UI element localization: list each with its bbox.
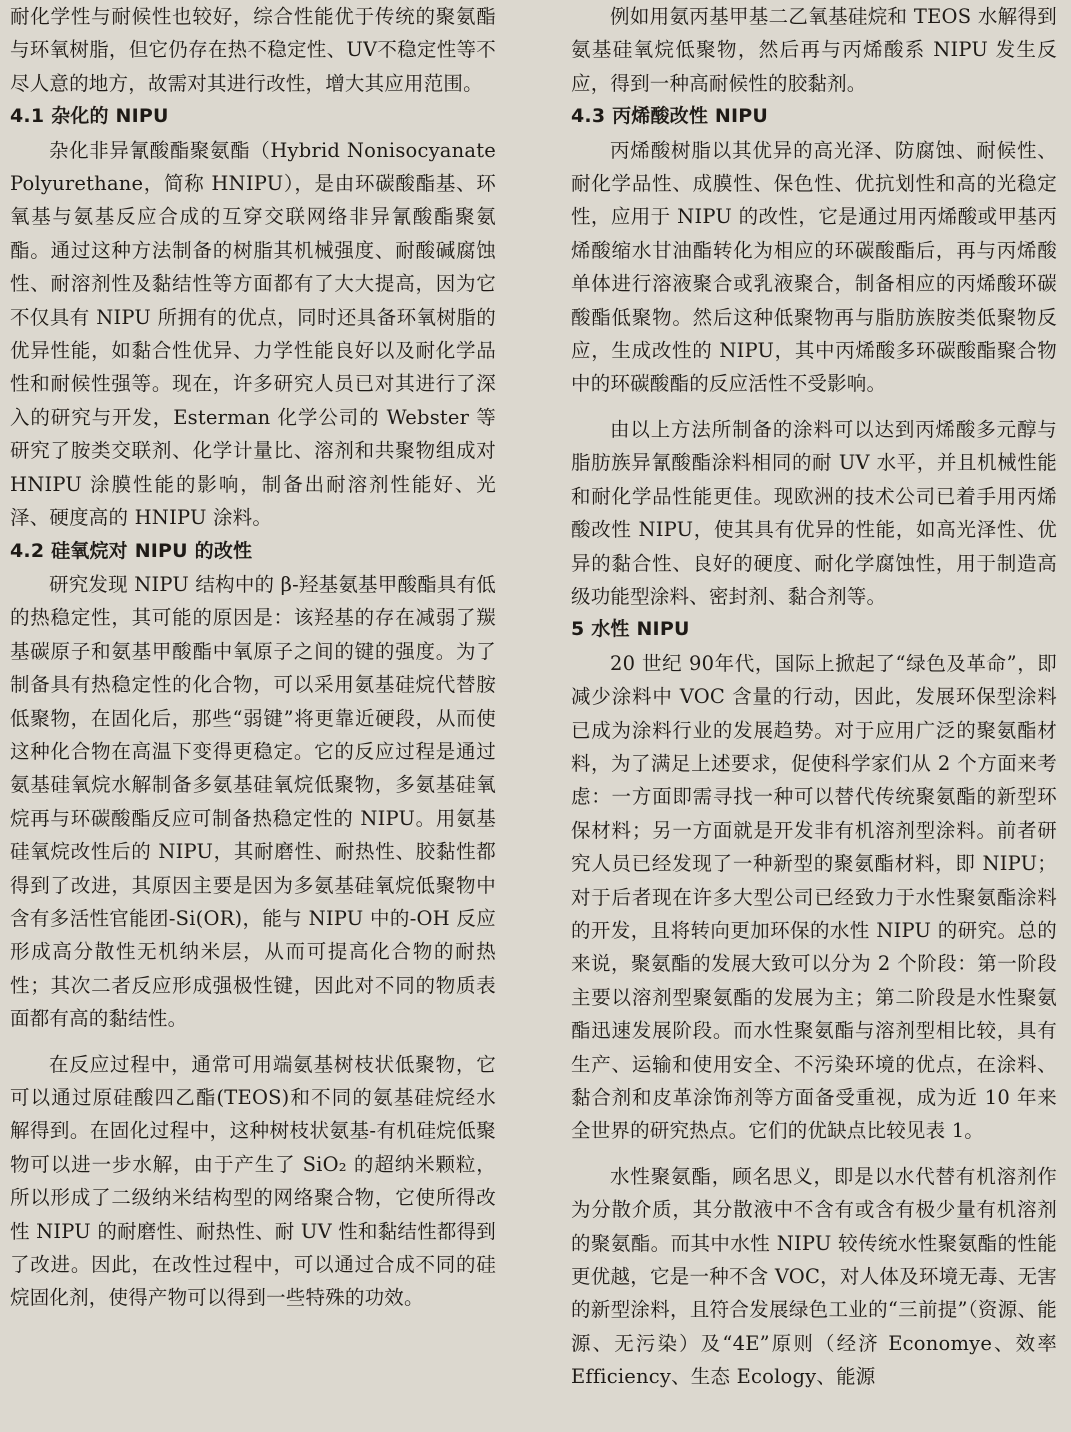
paragraph: 杂化非异氰酸酯聚氨酯（Hybrid Nonisocyanate Polyurethane，简称 HNIPU），是由环碳酸酯基、环氧基与氨基反应合成的互穿交联网络非异氰酸酯聚氨酯。通过这种方法制备的树脂其机械强度、耐酸碱腐蚀性、耐溶剂性及黏结性等方面都有了大大提高，因为它不仅具有 NIPU 所拥有的优点，同时还具备环氧树脂的优异性能，如黏合性优异、力学性能良好以及耐化学品性和耐候性强等。现在，许多研究人员已对其进行了深入的研究与开发，Esterman 化学公司的 Webster 等研究了胺类交联剂、化学计量比、溶剂和共聚物组成对 HNIPU 涂膜性能的影响，制备出耐溶剂性能好、光泽、硬度高的 HNIPU 涂料。 bbox=[10, 138, 496, 530]
paragraph: 耐化学性与耐候性也较好，综合性能优于传统的聚氨酯与环氧树脂，但它仍存在热不稳定性、UV不稳定性等不尽人意的地方，故需对其进行改性，增大其应用范围。 bbox=[10, 5, 496, 95]
left-column bbox=[10, 0, 496, 1315]
section-heading-4-1: 4.1 杂化的 NIPU bbox=[10, 105, 169, 128]
section-heading-4-2: 4.2 硅氧烷对 NIPU 的改性 bbox=[10, 539, 253, 562]
section-heading-4-3: 4.3 丙烯酸改性 NIPU bbox=[571, 105, 769, 128]
paragraph: 在反应过程中，通常可用端氨基树枝状低聚物，它可以通过原硅酸四乙酯(TEOS)和不同的氨基硅烷经水解得到。在固化过程中，这种树枝状氨基-有机硅烷低聚物可以进一步水解，由于产生了 SiO₂ 的超纳米颗粒，所以形成了二级纳米结构型的网络聚合物，它使所得改性 NIPU 的耐磨性、耐热性、耐 UV 性和黏结性都得到了改进。因此，在改性过程中，可以通过合成不同的硅烷固化剂，使得产物可以得到一些特殊的功效。 bbox=[10, 1052, 496, 1310]
paragraph: 20 世纪 90年代，国际上掀起了“绿色及革命”，即减少涂料中 VOC 含量的行动，因此，发展环保型涂料已成为涂料行业的发展趋势。对于应用广泛的聚氨酯材料，为了满足上述要求，促使科学家们从 2 个方面来考虑：一方面即需寻找一种可以替代传统聚氨酯的新型环保材料；另一方面就是开发非有机溶剂型涂料。前者研究人员已经发现了一种新型的聚氨酯材料，即 NIPU；对于后者现在许多大型公司已经致力于水性聚氨酯涂料的开发，且将转向更加环保的水性 NIPU 的研究。总的来说，聚氨酯的发展大致可以分为 2 个阶段：第一阶段主要以溶剂型聚氨酯的发展为主；第二阶段是水性聚氨酯迅速发展阶段。而水性聚氨酯与溶剂型相比较，具有生产、运输和使用安全、不污染环境的优点，在涂料、黏合剂和皮革涂饰剂等方面备受重视，成为近 10 年来全世界的研究热点。它们的优缺点比较见表 1。 bbox=[571, 651, 1057, 1143]
paragraph: 丙烯酸树脂以其优异的高光泽、防腐蚀、耐候性、耐化学品性、成膜性、保色性、优抗划性和高的光稳定性，应用于 NIPU 的改性，它是通过用丙烯酸或甲基丙烯酸缩水甘油酯转化为相应的环碳酸酯后，再与丙烯酸单体进行溶液聚合或乳液聚合，制备相应的丙烯酸环碳酸酯低聚物。然后这种低聚物再与脂肪族胺类低聚物反应，生成改性的 NIPU，其中丙烯酸多环碳酸酯聚合物中的环碳酸酯的反应活性不受影响。 bbox=[571, 138, 1057, 396]
section-heading-5: 5 水性 NIPU bbox=[571, 618, 690, 641]
paragraph: 由以上方法所制备的涂料可以达到丙烯酸多元醇与脂肪族异氰酸酯涂料相同的耐 UV 水平，并且机械性能和耐化学品性能更佳。现欧洲的技术公司已着手用丙烯酸改性 NIPU，使其具有优异的性能，如高光泽性、优异的黏合性、良好的硬度、耐化学腐蚀性，用于制造高级功能型涂料、密封剂、黏合剂等。 bbox=[571, 417, 1057, 608]
paragraph: 水性聚氨酯，顾名思义，即是以水代替有机溶剂作为分散介质，其分散液中不含有或含有极少量有机溶剂的聚氨酯。而其中水性 NIPU 较传统水性聚氨酯的性能更优越，它是一种不含 VOC，对人体及环境无毒、无害的新型涂料，且符合发展绿色工业的“三前提”（资源、能源、无污染）及“4E”原则（经济 Economye、效率 Efficiency、生态 Ecology、能源 bbox=[571, 1164, 1057, 1389]
right-column bbox=[571, 0, 1057, 1394]
paragraph: 研究发现 NIPU 结构中的 β-羟基氨基甲酸酯具有低的热稳定性，其可能的原因是：该羟基的存在减弱了羰基碳原子和氨基甲酸酯中氧原子之间的键的强度。为了制备具有热稳定性的化合物，可以采用氨基硅烷代替胺低聚物，在固化后，那些“弱键”将更靠近硬段，从而使这种化合物在高温下变得更稳定。它的反应过程是通过氨基硅氧烷水解制备多氨基硅氧烷低聚物，多氨基硅氧烷再与环碳酸酯反应可制备热稳定性的 NIPU。用氨基硅氧烷改性后的 NIPU，其耐磨性、耐热性、胶黏性都得到了改进，其原因主要是因为多氨基硅氧烷低聚物中含有多活性官能团-Si(OR)，能与 NIPU 中的-OH 反应形成高分散性无机纳米层，从而可提高化合物的耐热性；其次二者反应形成强极性键，因此对不同的物质表面都有高的黏结性。 bbox=[10, 572, 496, 1031]
paragraph: 例如用氨丙基甲基二乙氧基硅烷和 TEOS 水解得到氨基硅氧烷低聚物，然后再与丙烯酸系 NIPU 发生反应，得到一种高耐候性的胶黏剂。 bbox=[571, 5, 1057, 95]
